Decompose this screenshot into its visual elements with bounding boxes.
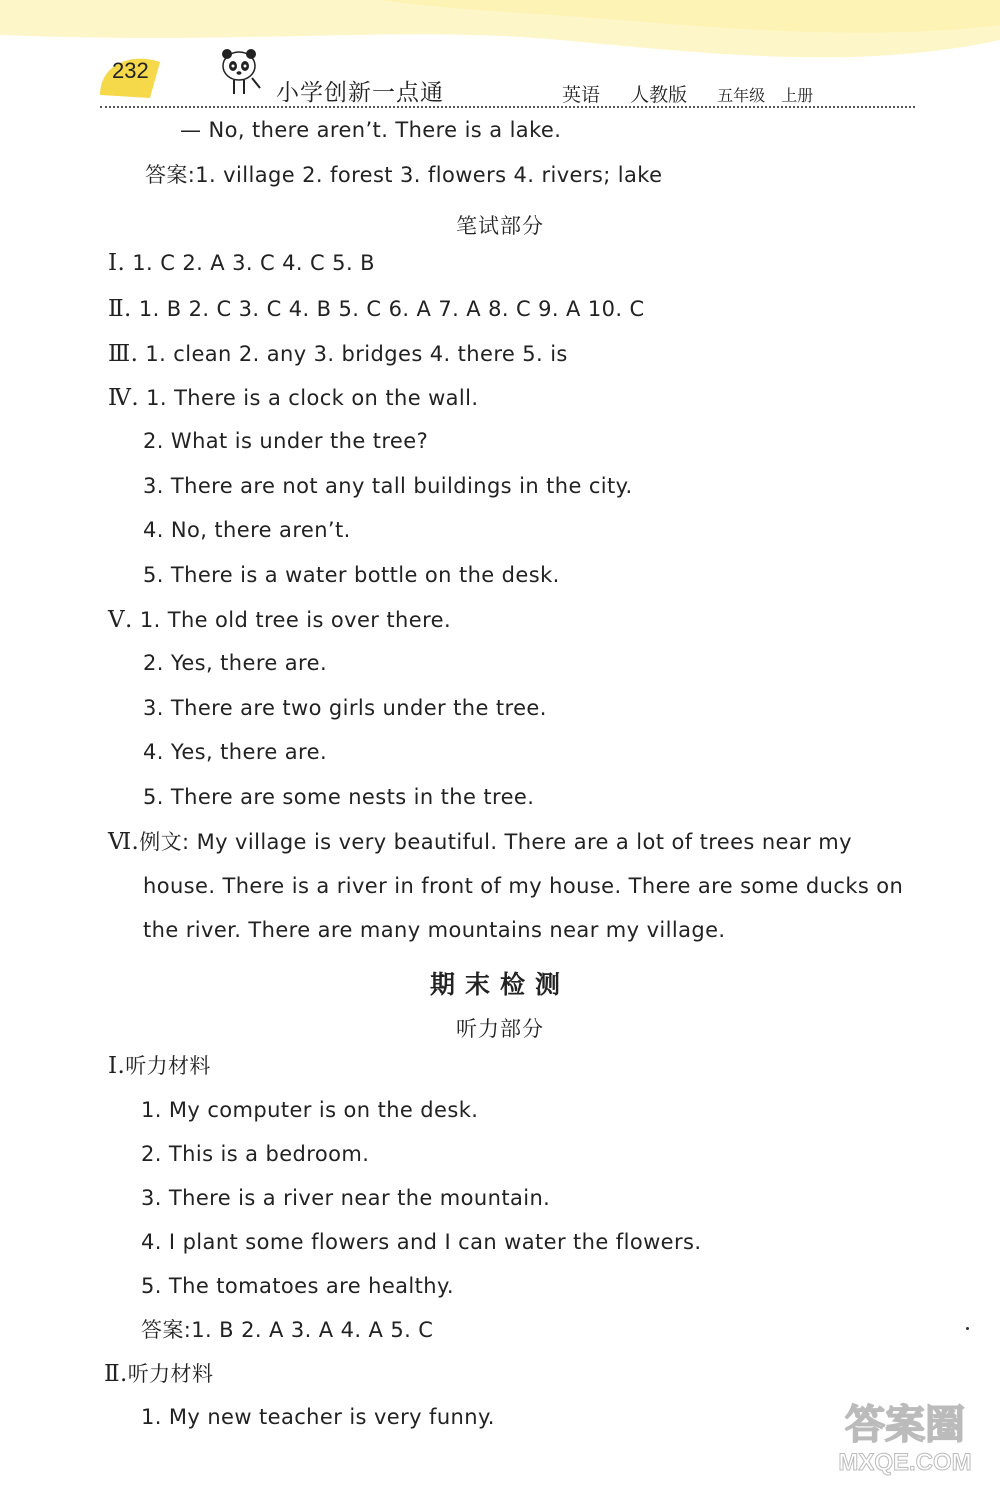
answer-line: 4. No, there aren’t. — [143, 518, 351, 542]
watermark-logo — [820, 1392, 990, 1477]
roman-numeral: Ⅵ. — [108, 829, 140, 855]
page-number: 232 — [112, 58, 149, 83]
answer-line: 3. There are not any tall buildings in the city. — [143, 474, 633, 498]
volume-label: 上册 — [781, 86, 814, 105]
roman-numeral: Ⅴ. — [108, 607, 133, 633]
watermark-text-top: 答案圈 — [845, 1402, 965, 1448]
stray-dot — [966, 1327, 969, 1330]
panda-mascot-icon — [212, 42, 266, 100]
answer-line: — No, there aren’t. There is a lake. — [180, 118, 562, 142]
answer-text: 例文: My village is very beautiful. There are a lot of trees near my — [139, 830, 852, 854]
answer-line-group-4 — [108, 387, 478, 410]
answer-line: 1. My computer is on the desk. — [141, 1098, 479, 1122]
answer-line: 4. I plant some flowers and I can water the flowers. — [141, 1230, 702, 1254]
answer-line: 3. There are two girls under the tree. — [143, 696, 547, 720]
answer-line: 2. Yes, there are. — [143, 651, 328, 675]
answer-text: 1. clean 2. any 3. bridges 4. there 5. is — [145, 342, 568, 366]
answer-line: 3. There is a river near the mountain. — [141, 1186, 551, 1210]
answer-line-group-6 — [108, 831, 852, 854]
section-heading-written: 笔试部分 — [456, 214, 544, 238]
answer-line: 2. This is a bedroom. — [141, 1142, 370, 1166]
answer-line: 5. There are some nests in the tree. — [143, 785, 535, 809]
roman-numeral: Ⅳ. — [108, 385, 140, 411]
watermark-text-bottom: MXQE.COM — [838, 1449, 972, 1476]
answer-text: 1. The old tree is over there. — [139, 608, 452, 632]
edition-label: 人教版 — [630, 84, 688, 106]
heading-text: 听力材料 — [127, 1362, 214, 1386]
header-wave-decoration — [0, 0, 1000, 110]
grade-label: 五年级 — [717, 86, 766, 105]
answer-key-line: 答案:1. B 2. A 3. A 4. A 5. C — [141, 1318, 434, 1342]
section-title-final-exam: 期末检测 — [429, 970, 570, 999]
answer-text: 1. C 2. A 3. C 4. C 5. B — [132, 251, 375, 275]
listening-material-heading-2 — [104, 1363, 213, 1386]
answer-line: 2. What is under the tree? — [143, 429, 429, 453]
subject-label: 英语 — [562, 84, 601, 106]
book-title: 小学创新一点通 — [276, 80, 444, 106]
answer-line: the river. There are many mountains near my village. — [143, 918, 726, 942]
roman-numeral: Ⅱ. — [108, 296, 132, 322]
book-meta — [562, 80, 813, 107]
answer-text: 1. B 2. C 3. C 4. B 5. C 6. A 7. A 8. C 9. A 10. C — [138, 297, 645, 321]
answer-line: 1. My new teacher is very funny. — [141, 1405, 495, 1429]
roman-numeral: Ⅲ. — [108, 341, 139, 367]
answer-text: 1. There is a clock on the wall. — [146, 386, 479, 410]
header-divider — [100, 106, 915, 108]
answer-key-line: 答案:1. village 2. forest 3. flowers 4. rivers; lake — [145, 163, 663, 187]
answer-line-group-1 — [108, 252, 375, 275]
section-heading-listening: 听力部分 — [456, 1017, 544, 1041]
roman-numeral: Ⅱ. — [104, 1361, 128, 1387]
answer-line: house. There is a river in front of my house. There are some ducks on — [143, 874, 904, 898]
answer-line: 5. There is a water bottle on the desk. — [143, 563, 560, 587]
answer-line-group-5 — [108, 609, 451, 632]
answer-line-group-3 — [108, 343, 568, 366]
roman-numeral: Ⅰ. — [108, 1053, 126, 1079]
listening-material-heading-1 — [108, 1055, 211, 1078]
answer-line: 5. The tomatoes are healthy. — [141, 1274, 454, 1298]
answer-line-group-2 — [108, 298, 645, 321]
heading-text: 听力材料 — [125, 1054, 211, 1078]
roman-numeral: Ⅰ. — [108, 250, 126, 276]
answer-line: 4. Yes, there are. — [143, 740, 328, 764]
